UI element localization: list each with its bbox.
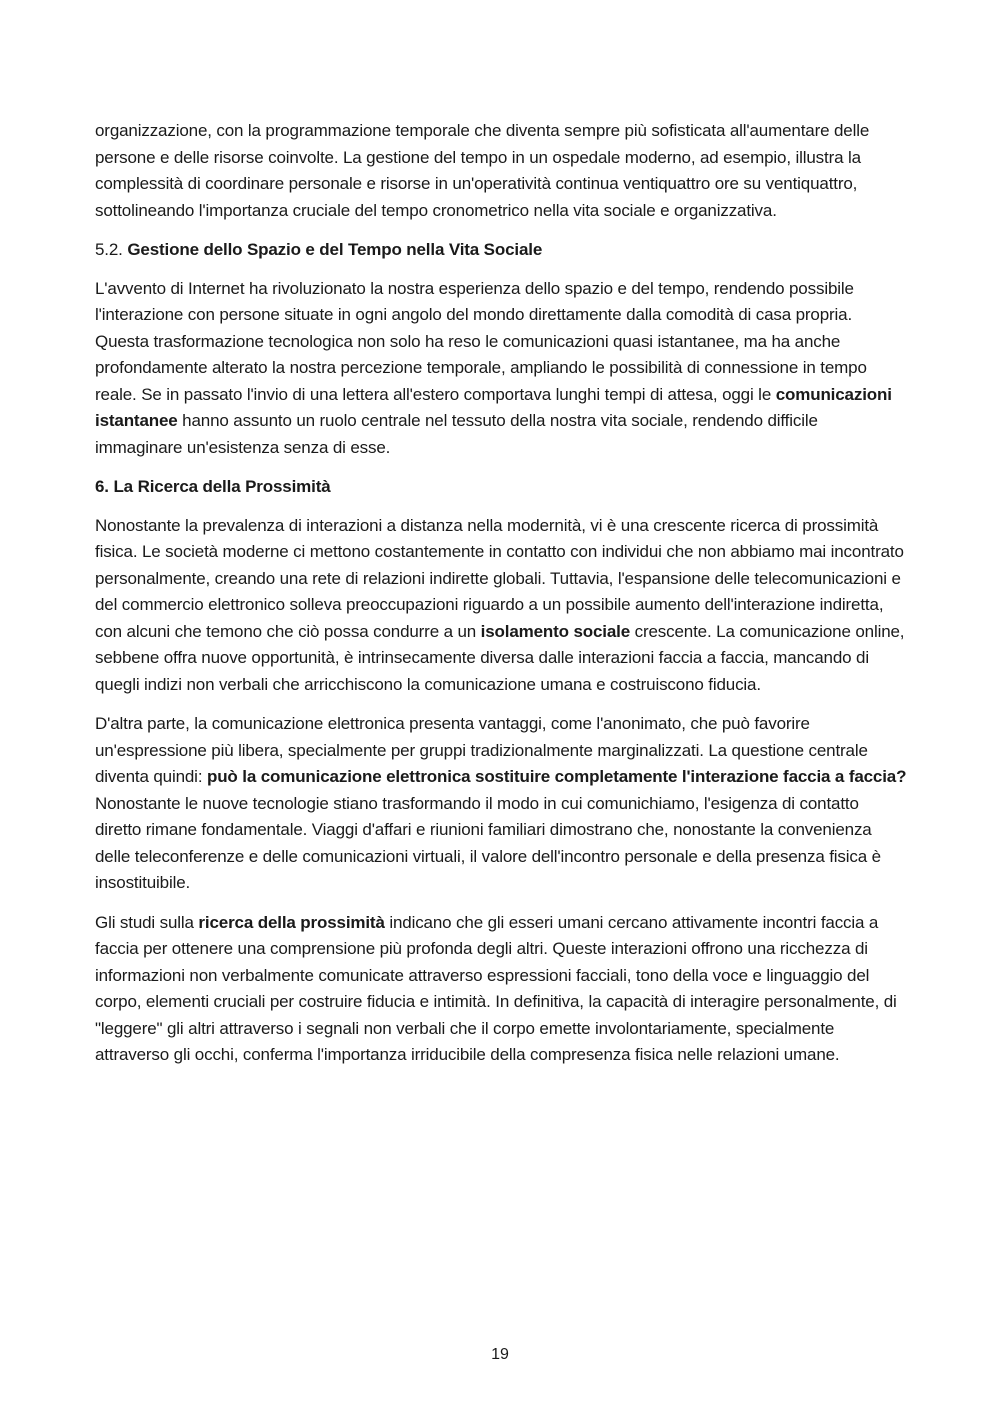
paragraph-proximity	[95, 513, 907, 699]
emphasis-text: comunicazioni istantanee	[95, 384, 892, 430]
paragraph-studies	[95, 910, 907, 1069]
paragraph-electronic-communication	[95, 711, 907, 897]
paragraph-text: indicano che gli esseri umani cercano attivamente incontri faccia a faccia per ottenere una comprensione più profonda degli altri. Queste interazioni offrono una ricchezza di informazioni non verbalmente comunicate attraverso espressioni facciali, tono della voce e linguaggio del corpo, elementi cruciali per costruire fiducia e intimità. In definitiva, la capacità di interagire personalmente, di "leggere" gli altri attraverso i segnali non verbali che il corpo emette involontariamente, specialmente attraverso gli occhi, conferma l'importanza irriducibile della compresenza fisica nelle relazioni umane.	[95, 912, 897, 1064]
section-title: Gestione dello Spazio e del Tempo nella Vita Sociale	[127, 240, 543, 259]
paragraph-text: Nonostante le nuove tecnologie stiano trasformando il modo in cui comunichiamo, l'esigenza di contatto diretto rimane fondamentale. Viaggi d'affari e riunioni familiari dimostrano che, nonostante la convenienza delle teleconferenze e delle comunicazioni virtuali, il valore dell'incontro personale e della presenza fisica è insostituibile.	[95, 793, 881, 892]
paragraph-text: L'avvento di Internet ha rivoluzionato la nostra esperienza dello spazio e del tempo, rendendo possibile l'interazione con persone situate in ogni angolo del mondo direttamente dalla comodità di casa propria. Questa trasformazione tecnologica non solo ha reso le comunicazioni quasi istantanee, ma ha anche profondamente alterato la nostra percezione temporale, ampliando le possibilità di connessione in tempo reale. Se in passato l'invio di una lettera all'estero comportava lunghi tempi di attesa, oggi le	[95, 278, 867, 404]
section-heading-6	[95, 474, 907, 501]
paragraph-text: crescente. La comunicazione online, sebbene offra nuove opportunità, è intrinsecamente diversa dalle interazioni faccia a faccia, mancando di quegli indizi non verbali che arricchiscono la comunicazione umana e costruiscono fiducia.	[95, 621, 905, 694]
document-body	[95, 118, 907, 1082]
paragraph-text: hanno assunto un ruolo centrale nel tessuto della nostra vita sociale, rendendo difficile immaginare un'esistenza senza di esse.	[95, 411, 818, 457]
page-number: 19	[491, 1346, 509, 1363]
emphasis-text: ricerca della prossimità	[198, 912, 385, 932]
section-title: 6. La Ricerca della Prossimità	[95, 477, 331, 496]
paragraph-intro	[95, 118, 907, 224]
paragraph-text: Nonostante la prevalenza di interazioni a distanza nella modernità, vi è una crescente ricerca di prossimità fisica. Le società moderne ci mettono costantemente in contatto con individui che non abbiamo mai incontrato personalmente, creando una rete di relazioni indirette globali. Tuttavia, l'espansione delle telecomunicazioni e del commercio elettronico solleva preoccupazioni riguardo a un possibile aumento dell'interazione indiretta, con alcuni che temono che ciò possa condurre a un	[95, 515, 904, 641]
paragraph-text: D'altra parte, la comunicazione elettronica presenta vantaggi, come l'anonimato, che può favorire un'espressione più libera, specialmente per gruppi tradizionalmente marginalizzati. La questione centrale diventa quindi:	[95, 714, 868, 786]
section-number: 5.2.	[95, 240, 128, 259]
paragraph-text: Gli studi sulla	[95, 912, 199, 932]
paragraph-text: organizzazione, con la programmazione temporale che diventa sempre più sofisticata all'aumentare delle persone e delle risorse coinvolte. La gestione del tempo in un ospedale moderno, ad esempio, illustra la complessità di coordinare personale e risorse in un'operatività continua ventiquattro ore su ventiquattro, sottolineando l'importanza cruciale del tempo cronometrico nella vita sociale e organizzativa.	[95, 121, 870, 220]
section-heading-5-2	[95, 237, 907, 264]
paragraph-internet	[95, 276, 907, 462]
emphasis-text: isolamento sociale	[480, 621, 631, 641]
emphasis-text: può la comunicazione elettronica sostituire completamente l'interazione faccia a faccia?	[206, 767, 907, 786]
